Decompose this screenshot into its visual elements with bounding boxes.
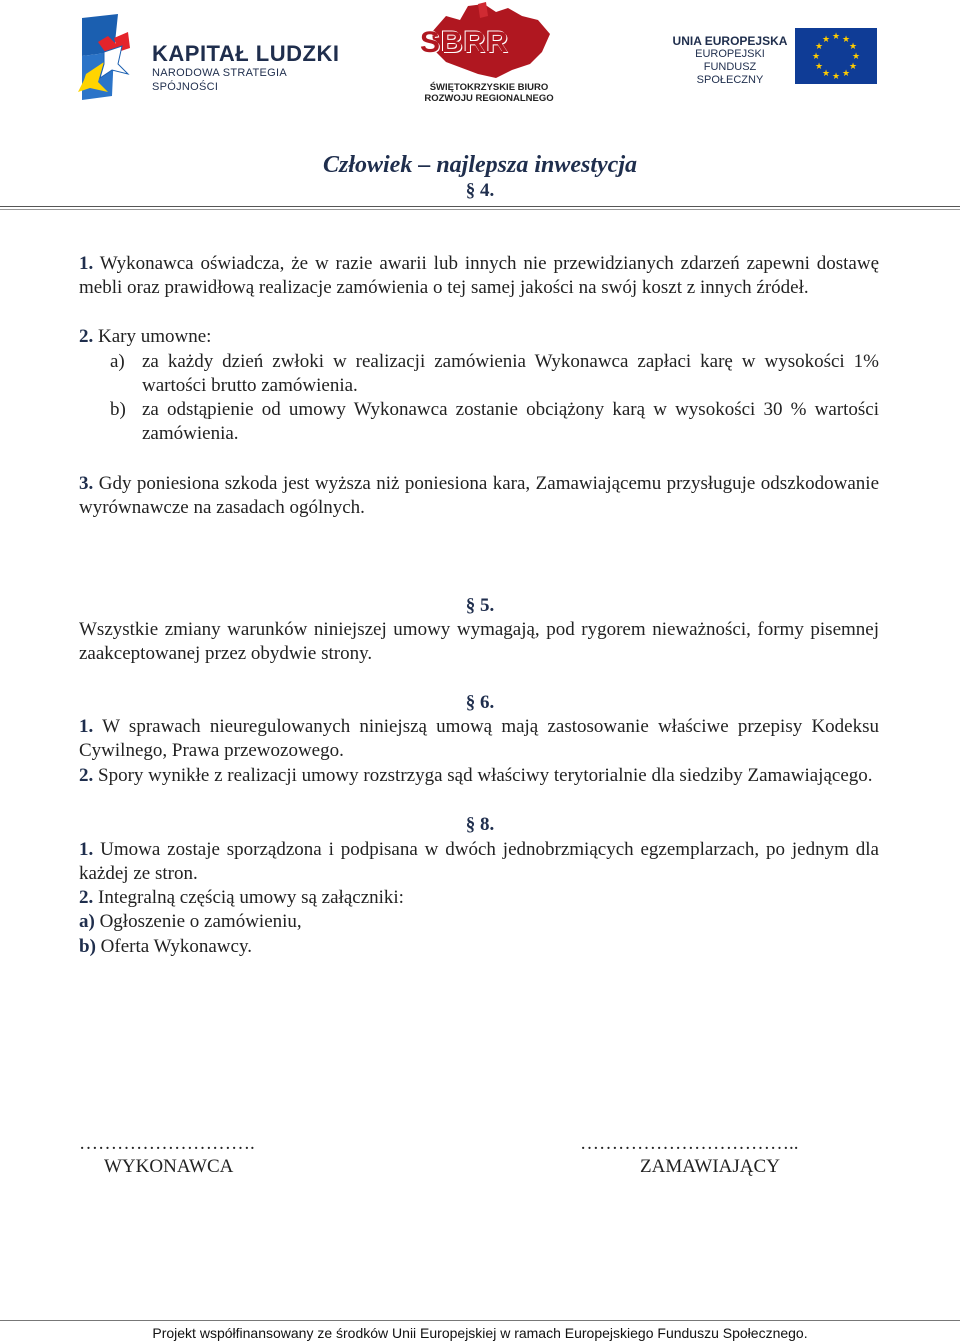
section-5-heading: § 5. — [465, 595, 495, 616]
svg-text:★: ★ — [848, 62, 858, 72]
section-8-heading: § 8. — [465, 814, 495, 835]
paragraph-text: Umowa zostaje sporządzona i podpisana w dwóch jednobrzmiących egzemplarzach, po jednym dla każdej ze stron. — [79, 839, 879, 885]
section-8-paragraph-1 — [79, 838, 879, 887]
list-marker: b) — [110, 399, 126, 420]
sbrr-logo — [412, 2, 562, 112]
sbrr-name-line2: ROZWOJU REGIONALNEGO — [424, 93, 554, 104]
section-6-heading: § 6. — [465, 692, 495, 713]
paragraph-number: 1. — [79, 716, 94, 737]
sbrr-name — [416, 82, 562, 104]
svg-text:★: ★ — [848, 42, 858, 52]
paragraph-number: 3. — [79, 473, 94, 494]
section-6-paragraph-2 — [79, 764, 879, 788]
attachment-text: Oferta Wykonawcy. — [95, 936, 252, 957]
section-8-paragraph-2 — [79, 886, 879, 910]
page-header — [0, 0, 960, 120]
paragraph-number: 2. — [79, 765, 94, 786]
list-marker: a) — [110, 351, 125, 372]
attachment-a — [79, 910, 879, 934]
paragraph-text: Gdy poniesiona szkoda jest wyższa niż poniesiona kara, Zamawiającemu przysługuje odszkodowanie wyrównawcze na zasadach ogólnych. — [79, 473, 879, 519]
list-item-text: za każdy dzień zwłoki w realizacji zamówienia Wykonawca zapłaci karę w wysokości 1% wartości brutto zamówienia. — [142, 351, 879, 397]
client-label: ZAMAWIAJĄCY — [640, 1156, 780, 1177]
kapital-ludzki-logo — [78, 12, 348, 102]
paragraph-text: Wykonawca oświadcza, że w razie awarii lub innych nie przewidzianych zdarzeń zapewni dostawę mebli oraz prawidłową realizacje zamówienia o tej samej jakości na swój koszt z innych źródeł. — [79, 253, 879, 299]
paragraph-number: 2. — [79, 887, 94, 908]
section-4-paragraph-1 — [79, 252, 879, 301]
attachment-b — [79, 935, 879, 959]
eu-line2: EUROPEJSKI — [695, 48, 765, 60]
contractor-label: WYKONAWCA — [104, 1156, 234, 1177]
paragraph-text: W sprawach nieuregulowanych niniejszą umową mają zastosowanie właściwe przepisy Kodeksu Cywilnego, Prawa przewozowego. — [79, 716, 879, 762]
svg-text:★: ★ — [814, 42, 824, 52]
header-divider — [0, 206, 960, 210]
sbrr-acronym: SBRR — [420, 26, 510, 59]
sbrr-name-line1: ŚWIĘTOKRZYSKIE BIURO — [429, 82, 549, 93]
eu-line3: FUNDUSZ SPOŁECZNY — [696, 61, 764, 86]
footer-divider — [0, 1320, 960, 1321]
attachment-text: Ogłoszenie o zamówieniu, — [94, 911, 302, 932]
section-4-heading: § 4. — [465, 180, 495, 201]
svg-text:★: ★ — [821, 35, 831, 45]
paragraph-text: Spory wynikłe z realizacji umowy rozstrzyga sąd właściwy terytorialnie dla siedziby Zamawiającego. — [93, 765, 873, 786]
section-4-paragraph-2 — [79, 325, 879, 349]
paragraph-text: Integralną częścią umowy są załączniki: — [93, 887, 404, 908]
kapital-ludzki-subtitle: NARODOWA STRATEGIA SPÓJNOŚCI — [152, 67, 287, 93]
motto: Człowiek – najlepsza inwestycja — [322, 152, 637, 178]
svg-text:★: ★ — [831, 72, 841, 82]
section-5-paragraph: Wszystkie zmiany warunków niniejszej umowy wymagają, pod rygorem nieważności, formy pisemnej zaakceptowanej przez obydwie strony. — [79, 619, 879, 665]
list-item-text: za odstąpienie od umowy Wykonawca zostanie obciążony karą w wysokości 30 % wartości zamówienia. — [142, 399, 879, 445]
attachment-marker: b) — [79, 936, 96, 957]
paragraph-number: 1. — [79, 839, 94, 860]
svg-text:★: ★ — [831, 32, 841, 42]
contractor-signature-line: ………………………. — [79, 1133, 255, 1154]
eu-flag-icon — [795, 28, 877, 84]
paragraph-number: 1. — [79, 253, 94, 274]
kapital-ludzki-title: KAPITAŁ LUDZKI — [152, 41, 340, 66]
paragraph-number: 2. — [79, 326, 94, 347]
svg-text:★: ★ — [811, 52, 821, 62]
svg-text:★: ★ — [814, 62, 824, 72]
client-signature-line: …………………………….. — [580, 1133, 799, 1154]
svg-text:★: ★ — [851, 52, 861, 62]
list-item-a — [110, 350, 879, 399]
paragraph-text: Kary umowne: — [93, 326, 212, 347]
svg-text:★: ★ — [821, 69, 831, 79]
footer-note: Projekt współfinansowany ze środków Unii Europejskiej w ramach Europejskiego Funduszu Społecznego. — [152, 1325, 808, 1341]
section-4-paragraph-3 — [79, 472, 879, 521]
list-item-b — [110, 398, 879, 447]
eu-logo — [668, 28, 880, 86]
svg-text:★: ★ — [841, 35, 851, 45]
eu-line1: UNIA EUROPEJSKA — [672, 34, 788, 48]
kapital-ludzki-emblem-icon — [78, 12, 148, 102]
attachment-marker: a) — [79, 911, 95, 932]
section-6-paragraph-1 — [79, 715, 879, 764]
svg-text:★: ★ — [841, 69, 851, 79]
